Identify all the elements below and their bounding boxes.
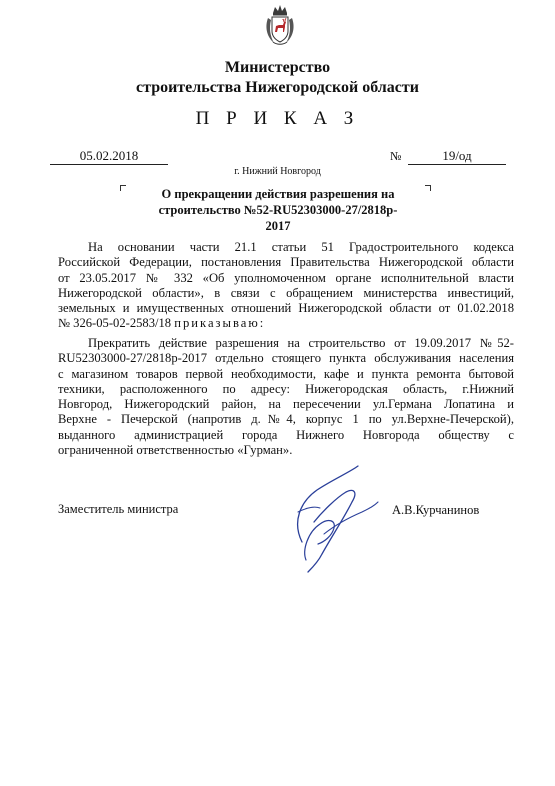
order-number: 19/од <box>408 148 506 165</box>
ministry-name-line2: строительства Нижегородской области <box>136 79 419 96</box>
text-fragment: № 326-05-02-2583/18 <box>58 316 175 331</box>
text-line: Верхне - Печерской (напротив д.№4, корпус 1 по ул.Верхне-Печерской), <box>58 412 514 427</box>
text-line: земельных и имущественных отношений Нижегородской области от 01.02.2018 <box>58 301 514 316</box>
text-line: техники, расположенного по адресу: Нижегородская область, г.Нижний <box>58 381 514 396</box>
text-line: выданного администрацией города Нижнего Новгорода обществу с <box>58 427 514 442</box>
subject-line: строительство №52-RU52303000-27/2818р- <box>158 203 398 217</box>
signer-position: Заместитель министра <box>58 502 179 516</box>
subject-bracket-right <box>425 185 431 191</box>
signer-name: А.В.Курчанинов <box>392 503 480 517</box>
text-line: ограниченной ответственностью «Гурман». <box>58 443 293 458</box>
document-title: П Р И К А З <box>195 108 360 129</box>
text-line: На основании части 21.1 статьи 51 Градостроительного кодекса <box>88 240 514 254</box>
text-line: Нижегородской области», в связи с обращением министерства инвестиций, <box>58 285 514 300</box>
text-line: с магазином товаров первой необходимости, кафе и пункта ремонта бытовой <box>58 366 514 381</box>
text-line: Российской Федерации, постановления Правительства Нижегородской области <box>58 255 514 270</box>
coat-of-arms-icon <box>264 4 296 46</box>
subject-bracket-left <box>120 185 126 191</box>
text-line: Новгород, Нижегородский район, на пересечении ул.Германа Лопатина и <box>58 397 514 412</box>
order-keyword: приказываю: <box>174 316 266 331</box>
text-line <box>58 316 514 331</box>
order-subject <box>140 186 416 234</box>
number-label: № <box>390 149 402 163</box>
subject-line: 2017 <box>265 219 291 233</box>
city-line: г. Нижний Новгород <box>234 166 321 177</box>
handwritten-signature <box>262 462 382 574</box>
ministry-name-line1: Министерство <box>224 59 331 76</box>
order-date: 05.02.2018 <box>50 148 168 165</box>
resolution-paragraph <box>58 336 514 458</box>
text-line: Прекратить действие разрешения на строительство от 19.09.2017 №52- <box>88 336 514 350</box>
preamble-paragraph <box>58 240 514 332</box>
text-line: RU52303000-27/2818р-2017 отдельно стоящего пункта обслуживания населения <box>58 351 514 366</box>
text-line: от 23.05.2017 № 332 «Об уполномоченном органе исполнительной власти <box>58 270 514 285</box>
subject-line: О прекращении действия разрешения на <box>161 187 395 201</box>
